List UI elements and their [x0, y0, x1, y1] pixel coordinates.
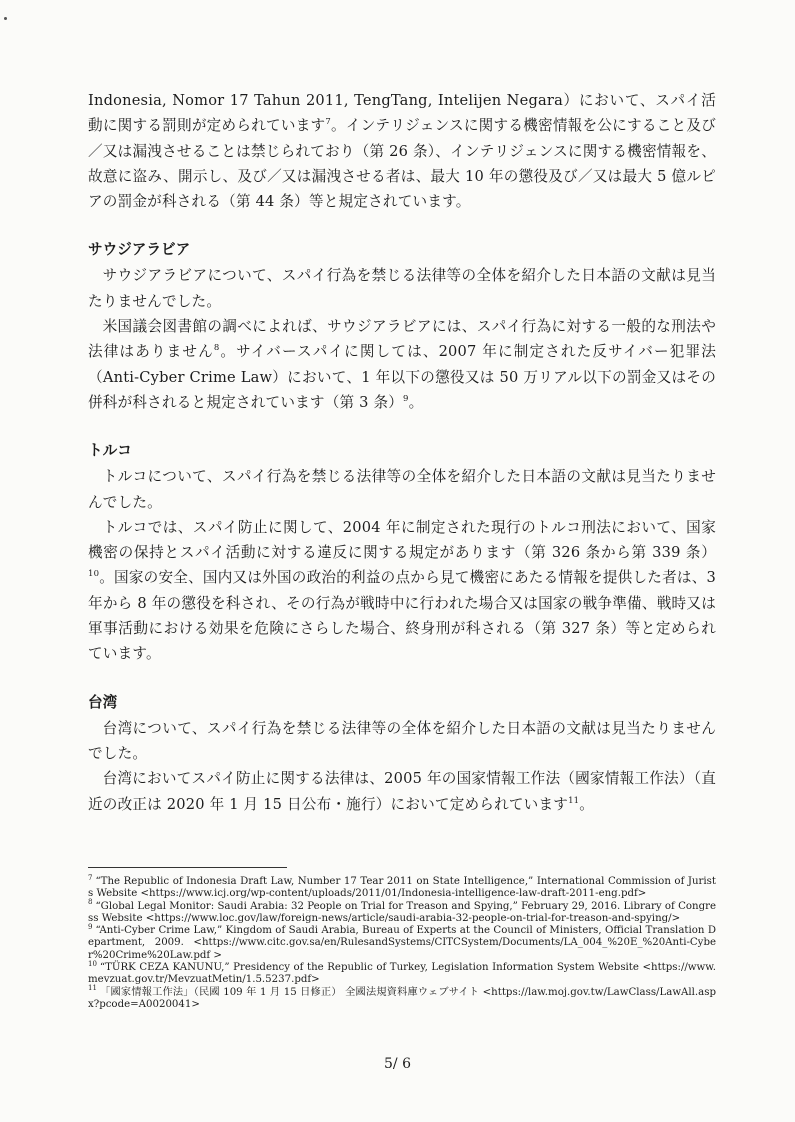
turkey-text-a: トルコでは、スパイ防止に関して、2004 年に制定された現行のトルコ刑法において、国家機密の保持とスパイ活動に対する違反に関する規定があります（第 326 条から第 339 条）: [88, 518, 717, 562]
taiwan-text-b: 。: [579, 795, 595, 813]
page-number: 5/ 6: [384, 1056, 411, 1072]
footnote-text: “Global Legal Monitor: Saudi Arabia: 32 People on Trial for Treason and Spying,” February 29, 2016. Library of Congress Website <https://www.loc.gov/law/foreign-news/article/saudi-arabia-32-people-on-trial-for-treason-and-spying/>: [88, 900, 716, 924]
footnote-number: 11: [88, 984, 97, 993]
footnote-item: [88, 873, 716, 901]
footnotes: [88, 873, 716, 1011]
saudi-text-a: 米国議会図書館の調べによれば、サウジアラビアには、スパイ行為に対する一般的な刑法や法律はありません: [88, 318, 716, 361]
taiwan-text-a: 台湾においてスパイ防止に関する法律は、2005 年の国家情報工作法（國家情報工作法）（直近の改正は 2020 年 1 月 15 日公布・施行）において定められています: [88, 770, 716, 813]
saudi-text-b: 。サイバースパイに関しては、2007 年に制定された反サイバー犯罪法（Anti-Cyber Crime Law）において、1 年以下の懲役又は 50 万リアル以下の罰金又はその併科が科されると規定されています（第 3 条）: [88, 343, 716, 411]
footnote-text: “Anti-Cyber Crime Law,” Kingdom of Saudi Arabia, Bureau of Experts at the Council of Ministers, Official Translation Department, 2009. <https://www.citc.gov.sa/en/RulesandSystems/CITCSystem/Documents/LA_004_%20E_%20Anti-Cyber%20Crime%20Law.pdf >: [88, 925, 716, 961]
saudi-paragraph-1: サウジアラビアについて、スパイ行為を禁じる法律等の全体を紹介した日本語の文献は見当たりませんでした。: [88, 267, 716, 310]
turkey-paragraph-1: トルコについて、スパイ行為を禁じる法律等の全体を紹介した日本語の文献は見当たりませんでした。: [88, 468, 716, 511]
taiwan-paragraph-2: [88, 766, 716, 817]
footnote-number: 9: [88, 922, 93, 931]
footnote-number: 8: [88, 898, 93, 907]
saudi-text-c: 。: [408, 393, 424, 411]
footnote-item: [88, 922, 716, 962]
scan-speck: [4, 17, 7, 20]
footnote-text: “The Republic of Indonesia Draft Law, Number 17 Tear 2011 on State Intelligence,” International Commission of Jurists Website <https://www.icj.org/wp-content/uploads/2011/01/Indonesia-intelligence-law-draft-2011-eng.pdf>: [88, 876, 716, 900]
footnote-text: 「國家情報工作法」（民國 109 年 1 月 15 日修正） 全國法規資料庫ウェブサイト <https://law.moj.gov.tw/LawClass/LawAll.aspx?pcode=A0020041>: [88, 986, 716, 1010]
saudi-paragraph-2: [88, 314, 716, 415]
footnote-ref-11[interactable]: 11: [568, 795, 580, 806]
turkey-text-b: 。国家の安全、国内又は外国の政治的利益の点から見て機密にあたる情報を提供した者は、3 年から 8 年の懲役を科され、その行為が戦時中に行われた場合又は国家の戦争準備、戦時又は軍事活動における効果を危険にさらした場合、終身刑が科される（第 327 条）等と定められています。: [88, 569, 716, 663]
footnote-item: [88, 898, 716, 926]
footnote-ref-9[interactable]: 9: [403, 394, 409, 405]
intro-text-1: Indonesia, Nomor 17 Tahun 2011, TengTang, Intelijen Negara）において、スパイ活動に関する罰則が定められています: [88, 92, 716, 135]
section-heading-saudi-arabia: サウジアラビア: [88, 241, 191, 259]
turkey-paragraph-2: [88, 515, 716, 667]
section-heading-turkey: トルコ: [88, 442, 132, 460]
footnote-text: “TÜRK CEZA KANUNU,” Presidency of the Republic of Turkey, Legislation Information System Website <https://www.mevzuat.gov.tr/MevzuatMetin/1.5.5237.pdf>: [88, 962, 716, 986]
footnote-separator: [88, 867, 287, 868]
footnote-ref-10[interactable]: 10: [88, 569, 100, 580]
section-heading-taiwan: 台湾: [88, 693, 118, 711]
footnote-ref-7[interactable]: 7: [325, 117, 331, 128]
footnote-number: 7: [88, 873, 93, 882]
footnote-item: [88, 959, 716, 987]
intro-paragraph: [88, 88, 716, 214]
taiwan-paragraph-1: 台湾について、スパイ行為を禁じる法律等の全体を紹介した日本語の文献は見当たりませんでした。: [88, 719, 716, 762]
footnote-ref-8[interactable]: 8: [213, 343, 220, 354]
document-body: [88, 88, 716, 817]
intro-text-2: 。インテリジェンスに関する機密情報を公にすること及び／又は漏洩させることは禁じられており（第 26 条）、インテリジェンスに関する機密情報を、故意に盗み、開示し、及び／又は漏洩させる者は、最大 10 年の懲役及び／又は最大 5 億ルピアの罰金が科される（第 44 条）等と規定されています。: [88, 117, 716, 211]
footnote-number: 10: [88, 959, 97, 968]
footnote-item: [88, 984, 716, 1012]
